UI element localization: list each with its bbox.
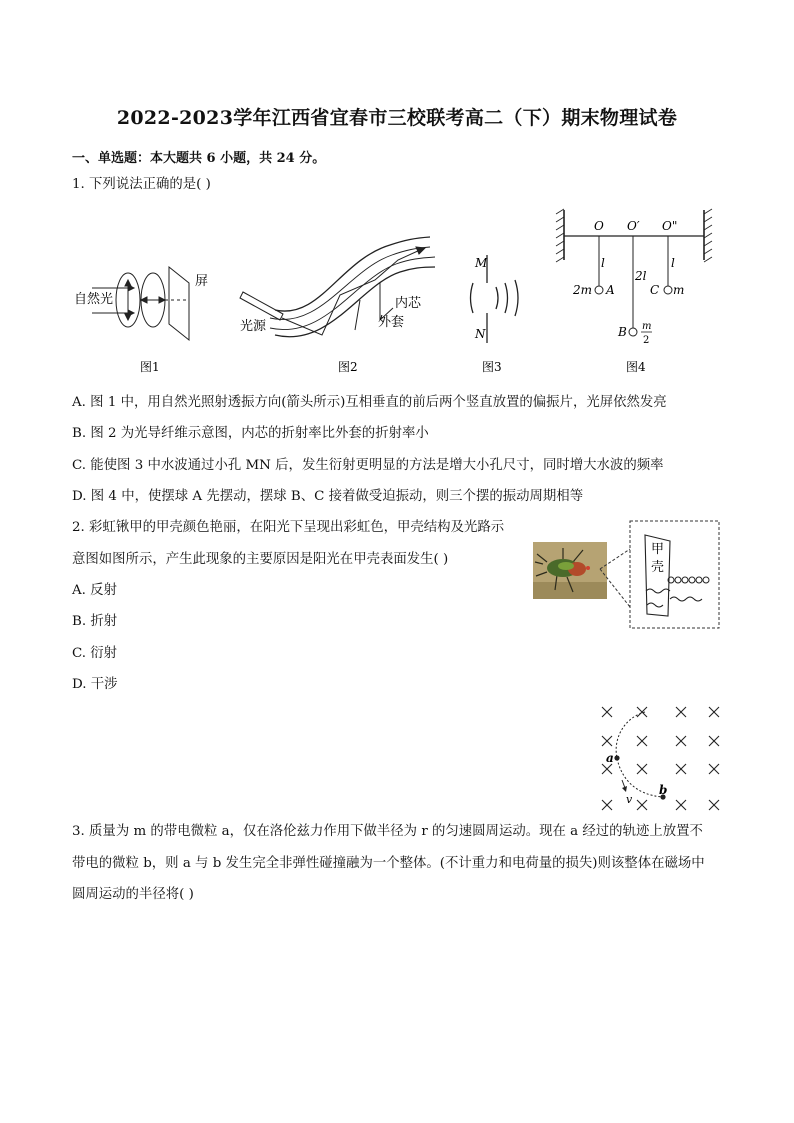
q3-stem-line-3: 圆周运动的半径将( ) (72, 887, 194, 902)
fig4-l-left-label: l (601, 256, 605, 270)
figure-1-polarizers (70, 255, 220, 375)
q1-option-b: B. 图 2 为光导纤维示意图，内芯的折射率比外套的折射率小 (72, 426, 429, 441)
q2-stem-line-2: 意图如图所示，产生此现象的主要原因是阳光在甲壳表面发生( ) (72, 552, 449, 567)
q2-stem-line-1: 2. 彩虹锹甲的甲壳颜色艳丽，在阳光下呈现出彩虹色，甲壳结构及光路示 (72, 520, 505, 535)
fig1-screen-label: 屏 (195, 274, 209, 289)
fig4-o-prime-label: O′ (627, 219, 640, 233)
figure-magnetic-field (595, 700, 725, 818)
fig4-mass-c-label: m (673, 283, 685, 297)
q1-option-c: C. 能使图 3 中水波通过小孔 MN 后，发生衍射更明显的方法是增大小孔尺寸，同时增大水波的频率 (72, 458, 664, 473)
q3-stem-line-2: 带电的微粒 b，则 a 与 b 发生完全非弹性碰撞融为一个整体。(不计重力和电荷量的损失)则该整体在磁场中 (72, 856, 705, 871)
fig4-c-label: C (650, 283, 660, 297)
fig4-mass-b-denominator: 2 (643, 335, 650, 346)
q2-option-b: B. 折射 (72, 614, 118, 629)
fig4-o-label: O (594, 219, 604, 233)
figure-3-water-wave-slit (460, 245, 540, 375)
fig4-a-label: A (606, 283, 615, 297)
shell-label-1: 甲 (651, 542, 665, 557)
fig4-caption: 图4 (626, 360, 646, 374)
figure-4-pendulums (548, 205, 718, 375)
q2-option-a: A. 反射 (72, 583, 117, 598)
fig-q3-b-label: b (659, 783, 668, 797)
q3-stem-line-1: 3. 质量为 m 的带电微粒 a，仅在洛伦兹力作用下做半径为 r 的匀速圆周运动。现在 a 经过的轨迹上放置不 (72, 824, 703, 839)
fig2-core-label: 内芯 (395, 296, 422, 311)
section-heading: 一、单选题：本大题共 6 小题，共 24 分。 (72, 151, 326, 166)
figure-2-optical-fiber (230, 210, 445, 375)
q2-option-c: C. 衍射 (72, 646, 118, 661)
fig4-2l-label: 2l (635, 269, 647, 283)
fig2-light-source-label: 光源 (240, 319, 267, 334)
q1-option-d: D. 图 4 中，使摆球 A 先摆动，摆球 B、C 接着做受迫振动，则三个摆的振动周期相等 (72, 489, 584, 504)
fig-q3-a-label: a (606, 751, 614, 765)
q1-stem: 1. 下列说法正确的是( ) (72, 177, 211, 192)
fig4-b-label: B (618, 325, 627, 339)
fig4-l-right-label: l (671, 256, 675, 270)
q1-option-a: A. 图 1 中，用自然光照射透振方向(箭头所示)互相垂直的前后两个竖直放置的偏振片，光屏依然发亮 (72, 395, 667, 410)
shell-label-2: 壳 (651, 560, 665, 575)
fig-q3-v-label: v (626, 793, 633, 806)
fig4-mass-a-label: 2m (573, 283, 593, 297)
fig1-caption: 图1 (140, 360, 160, 374)
fig3-m-label: M (475, 256, 488, 270)
fig1-natural-light-label: 自然光 (74, 292, 114, 307)
fig4-mass-b-numerator: m (642, 321, 652, 332)
fig2-cladding-label: 外套 (378, 315, 405, 330)
page-title: 2022-2023学年江西省宜春市三校联考高二（下）期末物理试卷 (116, 107, 678, 129)
shell-structure-diagram (590, 519, 722, 631)
fig3-n-label: N (475, 327, 486, 341)
fig2-caption: 图2 (338, 360, 358, 374)
fig3-caption: 图3 (482, 360, 502, 374)
q2-option-d: D. 干涉 (72, 677, 118, 692)
fig4-o-double-prime-label: O" (662, 219, 678, 233)
